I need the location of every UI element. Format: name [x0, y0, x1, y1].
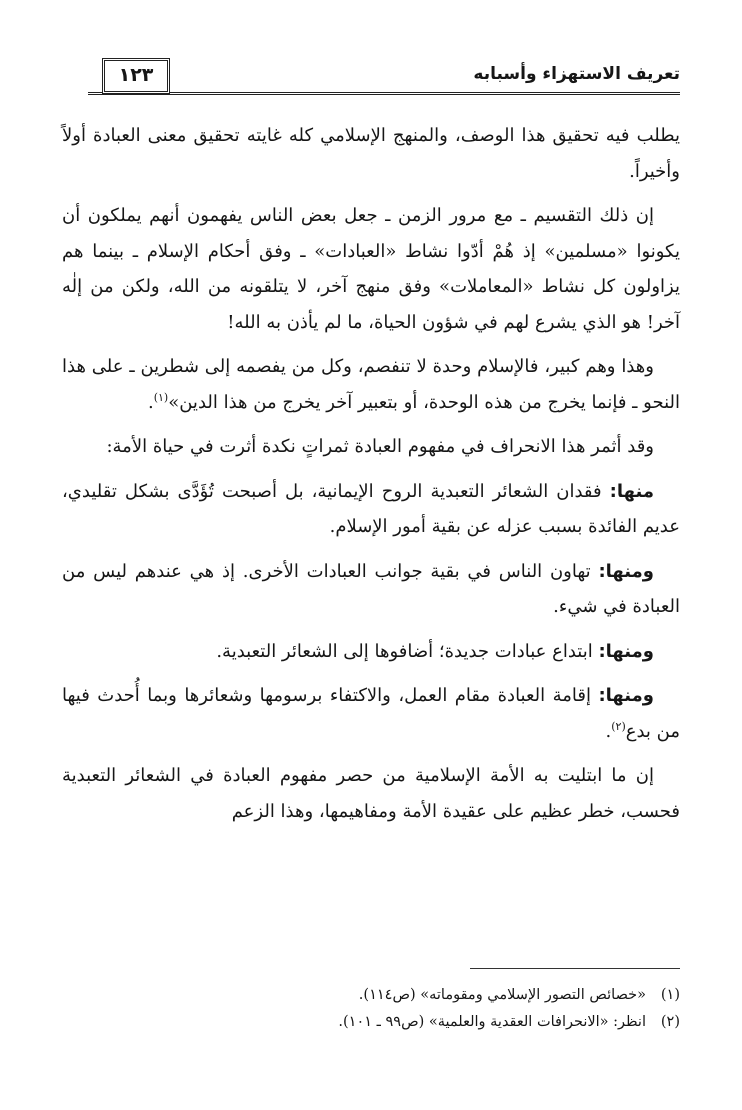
- paragraph: [62, 758, 680, 829]
- footnote: [62, 1009, 680, 1036]
- footnote-separator: [470, 968, 680, 969]
- footnote-text: انظر: «الانحرافات العقدية والعلمية» (ص٩٩ ـ ١٠١).: [338, 1014, 646, 1030]
- footnote-marker: (٢): [611, 719, 626, 733]
- paragraph: [62, 349, 680, 420]
- footnote-number: (٢): [660, 1014, 680, 1030]
- paragraph-lead: منها:: [609, 480, 654, 502]
- paragraph: [62, 634, 680, 670]
- paragraph-text: ابتداع عبادات جديدة؛ أضافوها إلى الشعائر التعبدية.: [216, 640, 599, 662]
- page-number: ١٢٣: [102, 58, 170, 94]
- paragraph: [62, 429, 680, 465]
- paragraph: [62, 118, 680, 189]
- paragraph: [62, 198, 680, 340]
- paragraph: [62, 554, 680, 625]
- page-header: [88, 58, 680, 98]
- footnote-marker: (١): [153, 390, 169, 404]
- running-title: تعريف الاستهزاء وأسبابه: [473, 64, 680, 84]
- paragraph-tail: .: [147, 391, 154, 413]
- paragraph-lead: ومنها:: [598, 640, 654, 662]
- paragraph-text: إن ذلك التقسيم ـ مع مرور الزمن ـ جعل بعض الناس يفهمون أنهم يملكون أن يكونوا «مسلمين» إذ هُمْ أدّوا نشاط «العبادات» ـ وفق أحكام الإسلام ـ بينما هم يزاولون كل نشاط «المعاملات» وفق منهج آخر، لا يتلقونه من الله، ولكن من إلٰه آخر! هو الذي يشرع لهم في شؤون الحياة، ما لم يأذن به الله!: [62, 205, 680, 333]
- paragraph-text: إن ما ابتليت به الأمة الإسلامية من حصر مفهوم العبادة في الشعائر التعبدية فحسب، خطر عظيم على عقيدة الأمة ومفاهيمها، وهذا الزعم: [62, 765, 680, 822]
- paragraph-text: يطلب فيه تحقيق هذا الوصف، والمنهج الإسلامي كله غايته تحقيق معنى العبادة أولاً وأخيراً.: [62, 125, 680, 182]
- paragraph: [62, 474, 680, 545]
- paragraph-lead: ومنها:: [598, 560, 654, 582]
- paragraph-tail: .: [605, 720, 612, 742]
- paragraph-text: وقد أثمر هذا الانحراف في مفهوم العبادة ثمراتٍ نكدة أثرت في حياة الأمة:: [106, 436, 654, 457]
- paragraph-text: تهاون الناس في بقية جوانب العبادات الأخرى. إذ هي عندهم ليس من العبادة في شيء.: [62, 560, 680, 617]
- footnote-text: «خصائص التصور الإسلامي ومقوماته» (ص١١٤).: [358, 987, 646, 1003]
- footnote-number: (١): [660, 987, 680, 1003]
- paragraph-text: إقامة العبادة مقام العمل، والاكتفاء برسومها وشعائرها وبما أُحدث فيها من بدع: [62, 685, 680, 742]
- paragraph-text: وهذا وهم كبير، فالإسلام وحدة لا تنفصم، وكل من يفصمه إلى شطرين ـ على هذا النحو ـ فإنما يخرج من هذه الوحدة، أو بتعبير آخر يخرج من هذا الدين»: [62, 356, 680, 413]
- footnotes: [62, 982, 680, 1036]
- body-text: [62, 118, 680, 838]
- header-rule: [88, 92, 680, 95]
- footnote: [62, 982, 680, 1009]
- paragraph: [62, 678, 680, 749]
- paragraph-lead: ومنها:: [598, 685, 654, 706]
- paragraph-text: فقدان الشعائر التعبدية الروح الإيمانية، بل أصبحت تُؤَدَّى بشكل تقليدي، عديم الفائدة بسبب عزله عن بقية أمور الإسلام.: [62, 480, 680, 537]
